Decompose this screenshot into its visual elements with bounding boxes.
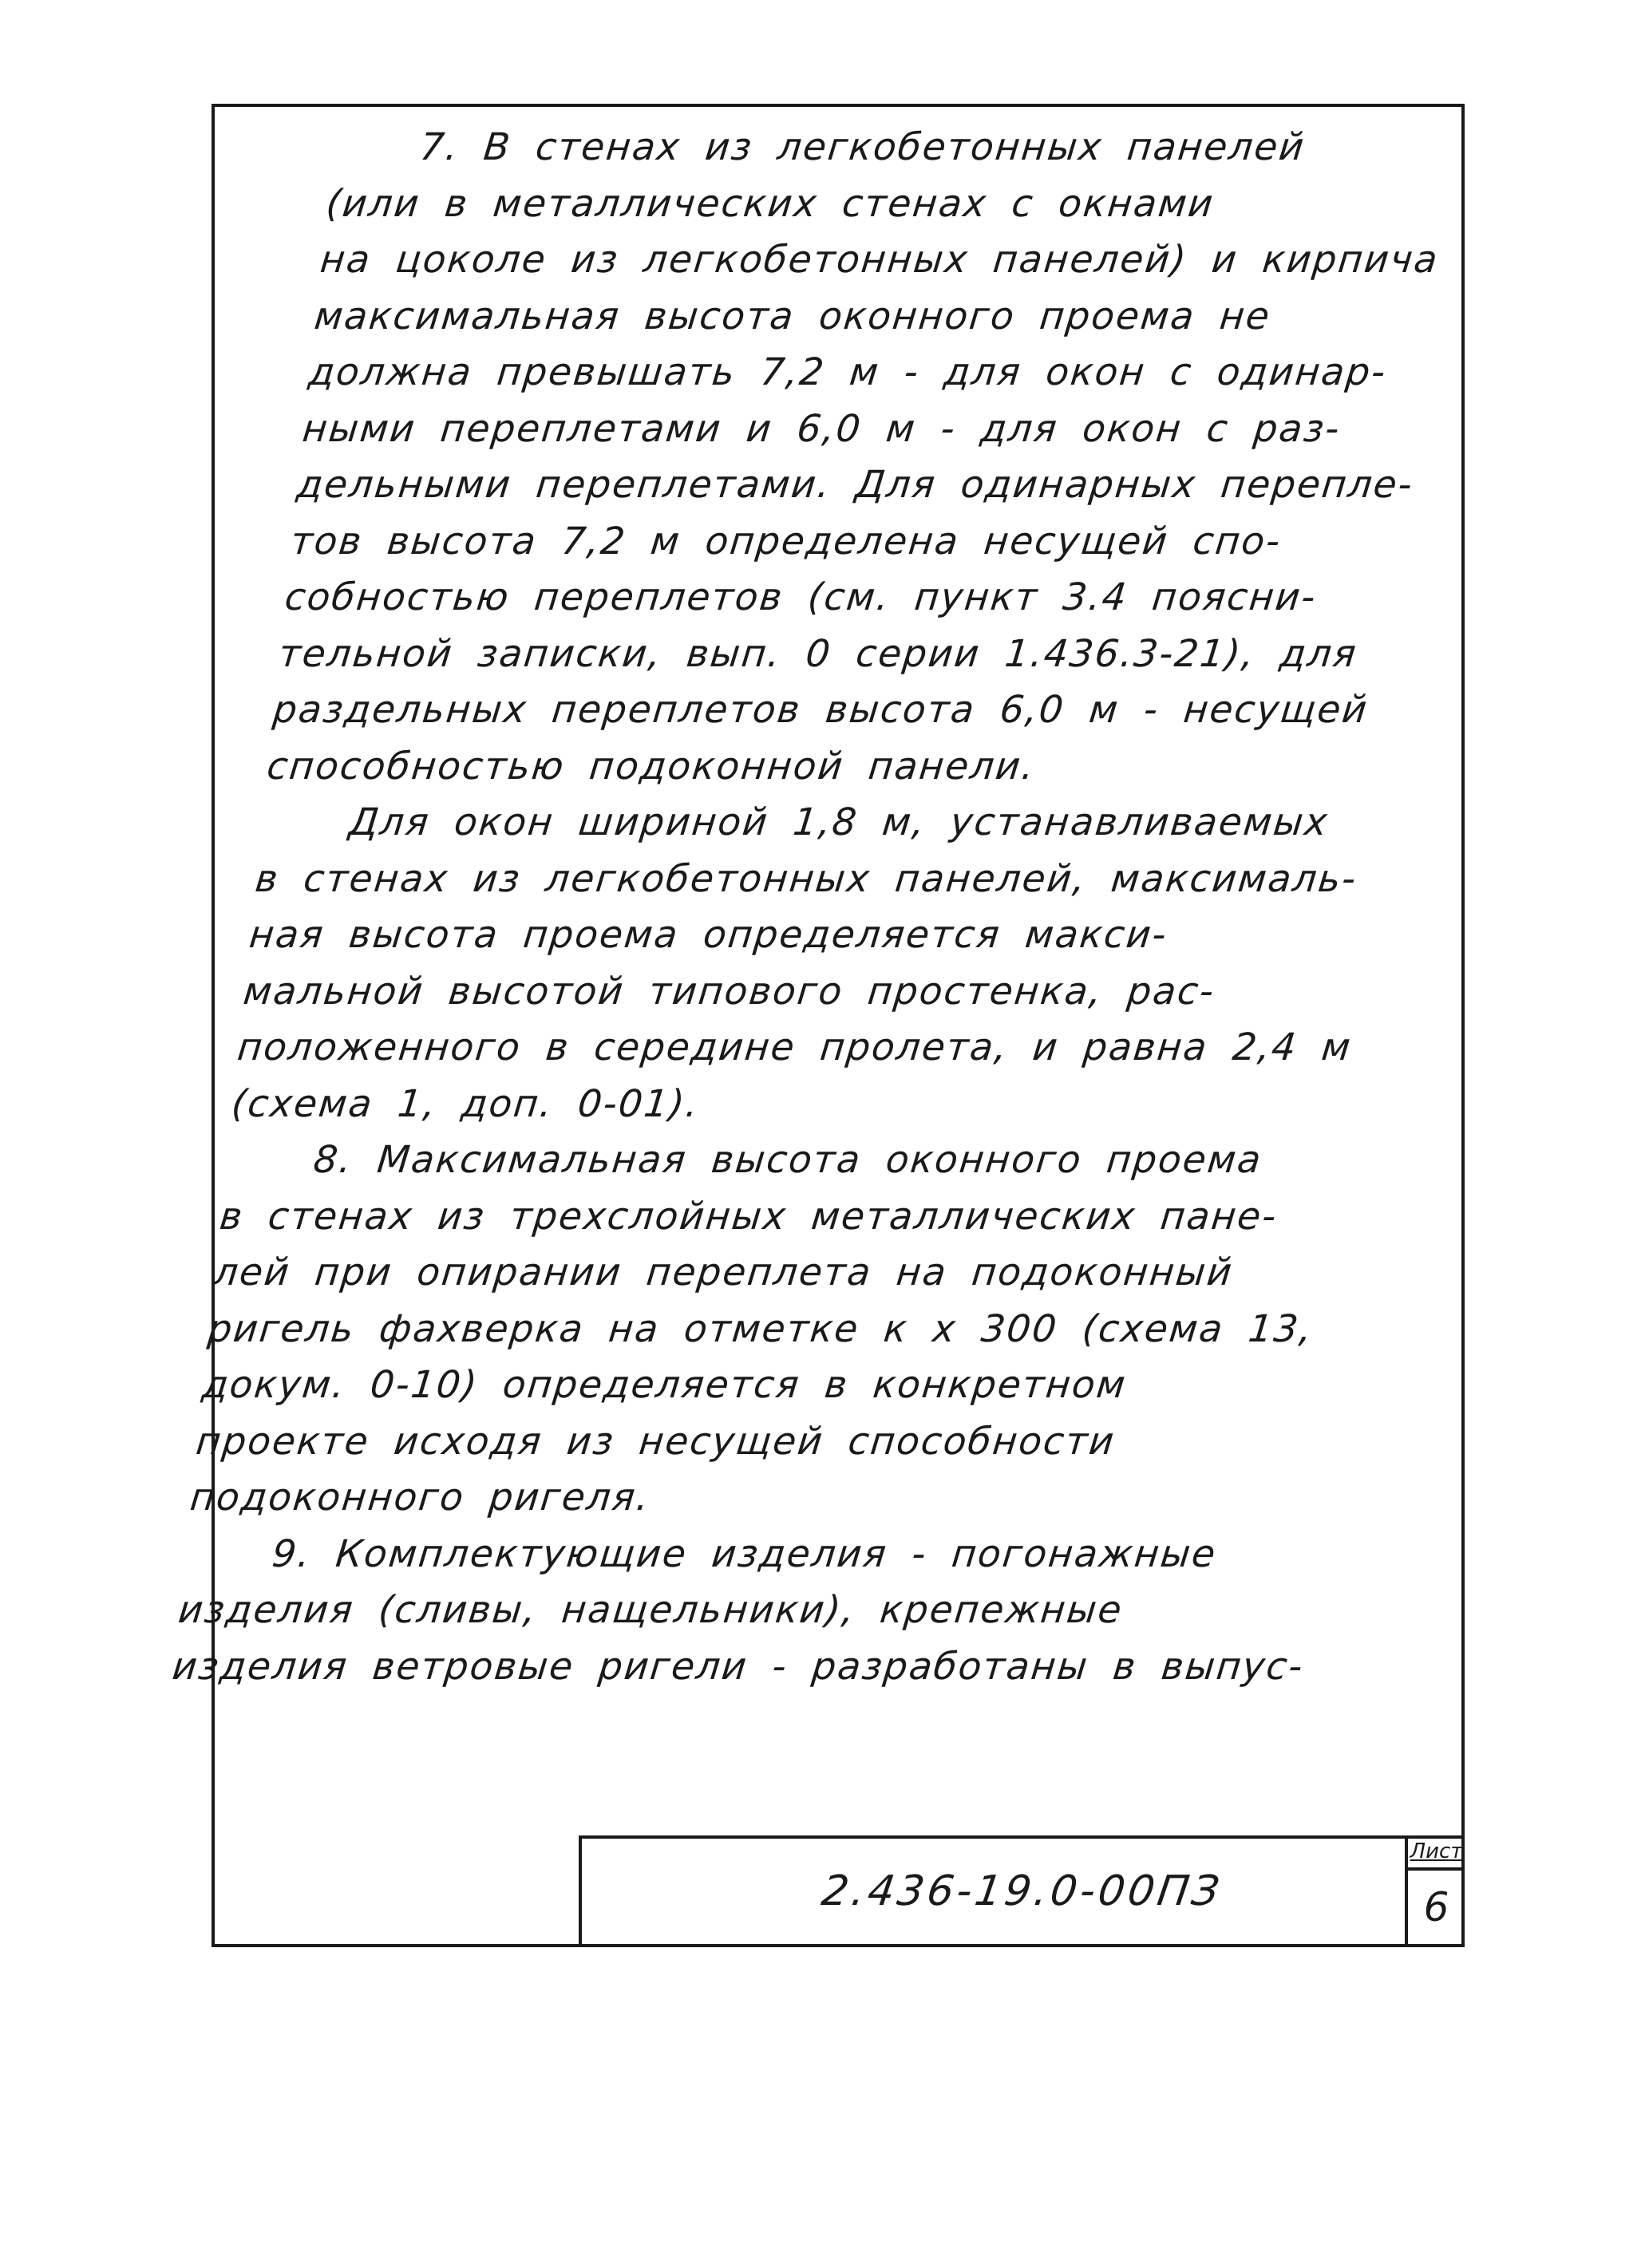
- sheet-label: Лист: [1408, 1835, 1465, 1871]
- text-line: в стенах из легкобетонных панелей, максималь-: [253, 856, 1360, 901]
- text-line: изделия (сливы, нащельники), крепежные: [176, 1588, 1125, 1632]
- sheet-number-cell: [1405, 1835, 1465, 1947]
- text-line: 9. Комплектующие изделия - погонажные: [270, 1531, 1220, 1576]
- text-line: раздельных переплетов высота 6,0 м - несущей: [271, 688, 1370, 732]
- text-line: 7. В стенах из легкобетонных панелей: [417, 125, 1307, 169]
- text-line: положенного в середине пролета, и равна 2,4 м: [235, 1025, 1354, 1069]
- text-line: проекте исходя из несущей способности: [194, 1419, 1117, 1464]
- text-line: должна превышать 7,2 м - для окон с одинар-: [306, 350, 1390, 394]
- text-body: [170, 120, 1453, 1695]
- text-line: 8. Максимальная высота оконного проема: [311, 1138, 1265, 1182]
- document-code: 2.436-19.0-00ПЗ: [818, 1867, 1225, 1915]
- text-line: ригель фахверка на отметке к х 300 (схема 13,: [205, 1306, 1315, 1351]
- text-line: дельными переплетами. Для одинарных перепле-: [295, 463, 1416, 507]
- text-line: на цоколе из легкобетонных панелей) и кирпича: [318, 238, 1441, 282]
- text-line: Для окон шириной 1,8 м, устанавливаемых: [346, 800, 1331, 844]
- text-line: (или в металлических стенах с окнами: [324, 181, 1217, 226]
- sheet-number: 6: [1423, 1884, 1449, 1930]
- text-line: способностью подоконной панели.: [264, 744, 1038, 788]
- text-line: мальной высотой типового простенка, рас-: [241, 969, 1218, 1013]
- text-line: подоконного ригеля.: [188, 1476, 653, 1519]
- text-line: лей при опирании переплета на подоконный: [212, 1251, 1236, 1294]
- text-line: собностью переплетов (см. пункт 3.4 поясни-: [283, 575, 1319, 619]
- text-line: докум. 0-10) определяется в конкретном: [200, 1363, 1129, 1407]
- text-line: максимальная высота оконного проема не: [312, 294, 1273, 338]
- text-line: ными переплетами и 6,0 м - для окон с раз-: [300, 406, 1343, 451]
- text-line: тельной записки, вып. 0 серии 1.436.3-21), для: [276, 631, 1360, 676]
- text-line: изделия ветровые ригели - разработаны в выпус-: [170, 1644, 1307, 1689]
- text-line: в стенах из трехслойных металлических пане-: [217, 1194, 1280, 1239]
- text-line: тов высота 7,2 м определена несущей спо-: [288, 519, 1284, 563]
- text-line: (схема 1, доп. 0-01).: [229, 1081, 702, 1126]
- text-line: ная высота проема определяется макси-: [247, 913, 1170, 957]
